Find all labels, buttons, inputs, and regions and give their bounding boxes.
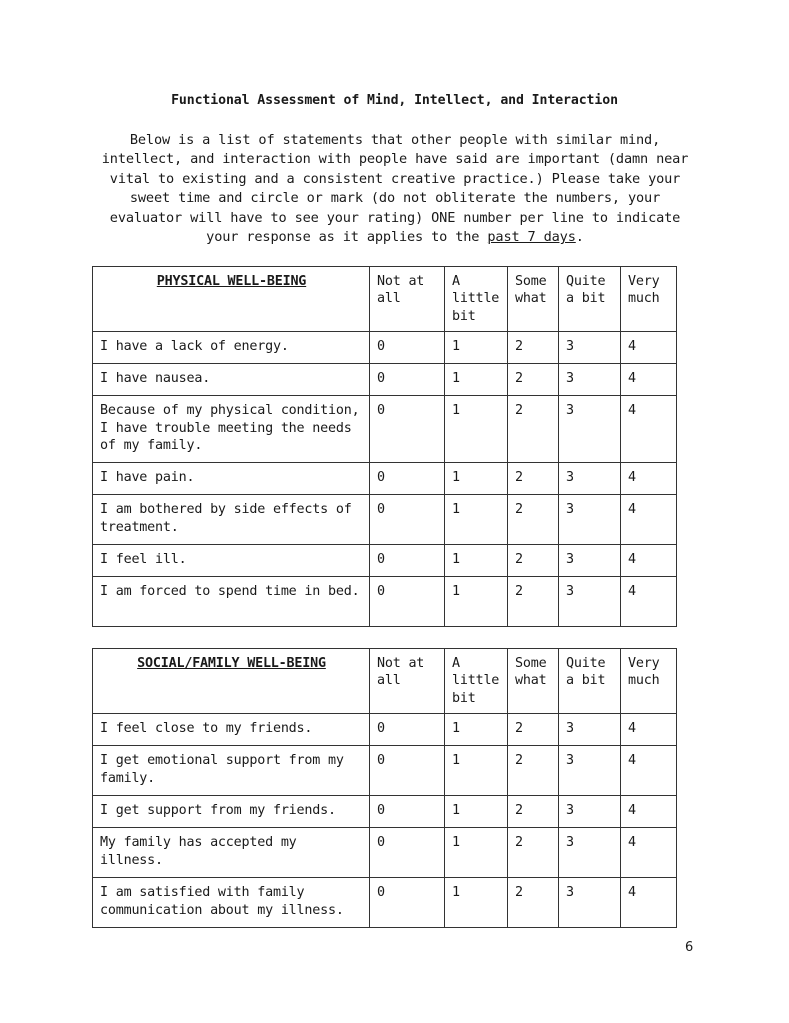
instructions-text: Below is a list of statements that other people with similar mind, intellect, and interaction with people have said are important (damn near vital to existing and a consistent creative practice.) Please take your sweet time and circle or mark (do not obliterate the numbers, your evaluator will have to see your rating) ONE number per line to indicate your response as it applies to the [101, 132, 689, 246]
section-heading-text: SOCIAL/FAMILY WELL-BEING [137, 656, 326, 671]
rating-3[interactable]: 3 [559, 714, 621, 746]
rating-4[interactable]: 4 [621, 828, 677, 878]
rating-4[interactable]: 4 [621, 577, 677, 627]
rating-2[interactable]: 2 [508, 545, 559, 577]
scale-header-very-much: Very much [621, 649, 677, 714]
table-row [93, 396, 677, 463]
table-row [93, 796, 677, 828]
rating-4[interactable]: 4 [621, 796, 677, 828]
rating-3[interactable]: 3 [559, 577, 621, 627]
rating-0[interactable]: 0 [370, 463, 445, 495]
rating-1[interactable]: 1 [445, 463, 508, 495]
instructions-paragraph [95, 131, 695, 247]
rating-0[interactable]: 0 [370, 746, 445, 796]
rating-4[interactable]: 4 [621, 878, 677, 928]
rating-4[interactable]: 4 [621, 545, 677, 577]
social-family-well-being-table [92, 648, 677, 928]
rating-1[interactable]: 1 [445, 332, 508, 364]
scale-header-quite-a-bit: Quite a bit [559, 267, 621, 332]
scale-header-quite-a-bit: Quite a bit [559, 649, 621, 714]
rating-3[interactable]: 3 [559, 332, 621, 364]
rating-4[interactable]: 4 [621, 463, 677, 495]
rating-0[interactable]: 0 [370, 332, 445, 364]
rating-1[interactable]: 1 [445, 878, 508, 928]
rating-2[interactable]: 2 [508, 495, 559, 545]
rating-2[interactable]: 2 [508, 828, 559, 878]
rating-1[interactable]: 1 [445, 714, 508, 746]
instructions-end: . [575, 229, 584, 246]
rating-0[interactable]: 0 [370, 714, 445, 746]
rating-0[interactable]: 0 [370, 364, 445, 396]
physical-well-being-table [92, 266, 677, 627]
rating-2[interactable]: 2 [508, 364, 559, 396]
statement: I have nausea. [93, 364, 370, 396]
document-title: Functional Assessment of Mind, Intellect, and Interaction [171, 93, 618, 108]
rating-3[interactable]: 3 [559, 746, 621, 796]
rating-4[interactable]: 4 [621, 396, 677, 463]
rating-0[interactable]: 0 [370, 796, 445, 828]
rating-3[interactable]: 3 [559, 463, 621, 495]
scale-header-somewhat: Some what [508, 267, 559, 332]
rating-2[interactable]: 2 [508, 746, 559, 796]
rating-4[interactable]: 4 [621, 332, 677, 364]
rating-1[interactable]: 1 [445, 828, 508, 878]
statement: I get support from my friends. [93, 796, 370, 828]
rating-2[interactable]: 2 [508, 714, 559, 746]
scale-header-a-little-bit: A little bit [445, 267, 508, 332]
scale-header-very-much: Very much [621, 267, 677, 332]
rating-0[interactable]: 0 [370, 878, 445, 928]
rating-2[interactable]: 2 [508, 332, 559, 364]
rating-4[interactable]: 4 [621, 495, 677, 545]
rating-4[interactable]: 4 [621, 746, 677, 796]
section-heading-text: PHYSICAL WELL-BEING [156, 274, 307, 289]
scale-header-not-at-all: Not at all [370, 267, 445, 332]
rating-1[interactable]: 1 [445, 495, 508, 545]
statement: I feel close to my friends. [93, 714, 370, 746]
table-header-row [93, 649, 677, 714]
rating-0[interactable]: 0 [370, 577, 445, 627]
rating-3[interactable]: 3 [559, 495, 621, 545]
table-row [93, 746, 677, 796]
rating-0[interactable]: 0 [370, 495, 445, 545]
rating-2[interactable]: 2 [508, 396, 559, 463]
table-row [93, 714, 677, 746]
rating-3[interactable]: 3 [559, 878, 621, 928]
rating-1[interactable]: 1 [445, 396, 508, 463]
table-row [93, 364, 677, 396]
table-row [93, 577, 677, 627]
rating-2[interactable]: 2 [508, 878, 559, 928]
table-row [93, 463, 677, 495]
rating-2[interactable]: 2 [508, 463, 559, 495]
rating-2[interactable]: 2 [508, 577, 559, 627]
statement: I feel ill. [93, 545, 370, 577]
statement: My family has accepted my illness. [93, 828, 370, 878]
statement: I am bothered by side effects of treatment. [93, 495, 370, 545]
rating-1[interactable]: 1 [445, 364, 508, 396]
statement: I have a lack of energy. [93, 332, 370, 364]
rating-1[interactable]: 1 [445, 746, 508, 796]
rating-1[interactable]: 1 [445, 796, 508, 828]
scale-header-somewhat: Some what [508, 649, 559, 714]
rating-0[interactable]: 0 [370, 396, 445, 463]
rating-0[interactable]: 0 [370, 828, 445, 878]
scale-header-a-little-bit: A little bit [445, 649, 508, 714]
rating-1[interactable]: 1 [445, 577, 508, 627]
statement: I have pain. [93, 463, 370, 495]
table-row [93, 332, 677, 364]
rating-3[interactable]: 3 [559, 796, 621, 828]
rating-2[interactable]: 2 [508, 796, 559, 828]
table-header-row [93, 267, 677, 332]
rating-3[interactable]: 3 [559, 545, 621, 577]
statement: I get emotional support from my family. [93, 746, 370, 796]
table-row [93, 828, 677, 878]
rating-3[interactable]: 3 [559, 396, 621, 463]
section-heading [93, 649, 370, 714]
rating-3[interactable]: 3 [559, 828, 621, 878]
table-row [93, 878, 677, 928]
statement: Because of my physical condition, I have trouble meeting the needs of my family. [93, 396, 370, 463]
rating-1[interactable]: 1 [445, 545, 508, 577]
statement: I am forced to spend time in bed. [93, 577, 370, 627]
rating-0[interactable]: 0 [370, 545, 445, 577]
section-heading [93, 267, 370, 332]
rating-4[interactable]: 4 [621, 364, 677, 396]
rating-4[interactable]: 4 [621, 714, 677, 746]
table-row [93, 495, 677, 545]
table-row [93, 545, 677, 577]
time-period-underlined: past 7 days [487, 229, 576, 246]
page-number: 6 [685, 940, 694, 955]
rating-3[interactable]: 3 [559, 364, 621, 396]
statement: I am satisfied with family communication about my illness. [93, 878, 370, 928]
scale-header-not-at-all: Not at all [370, 649, 445, 714]
